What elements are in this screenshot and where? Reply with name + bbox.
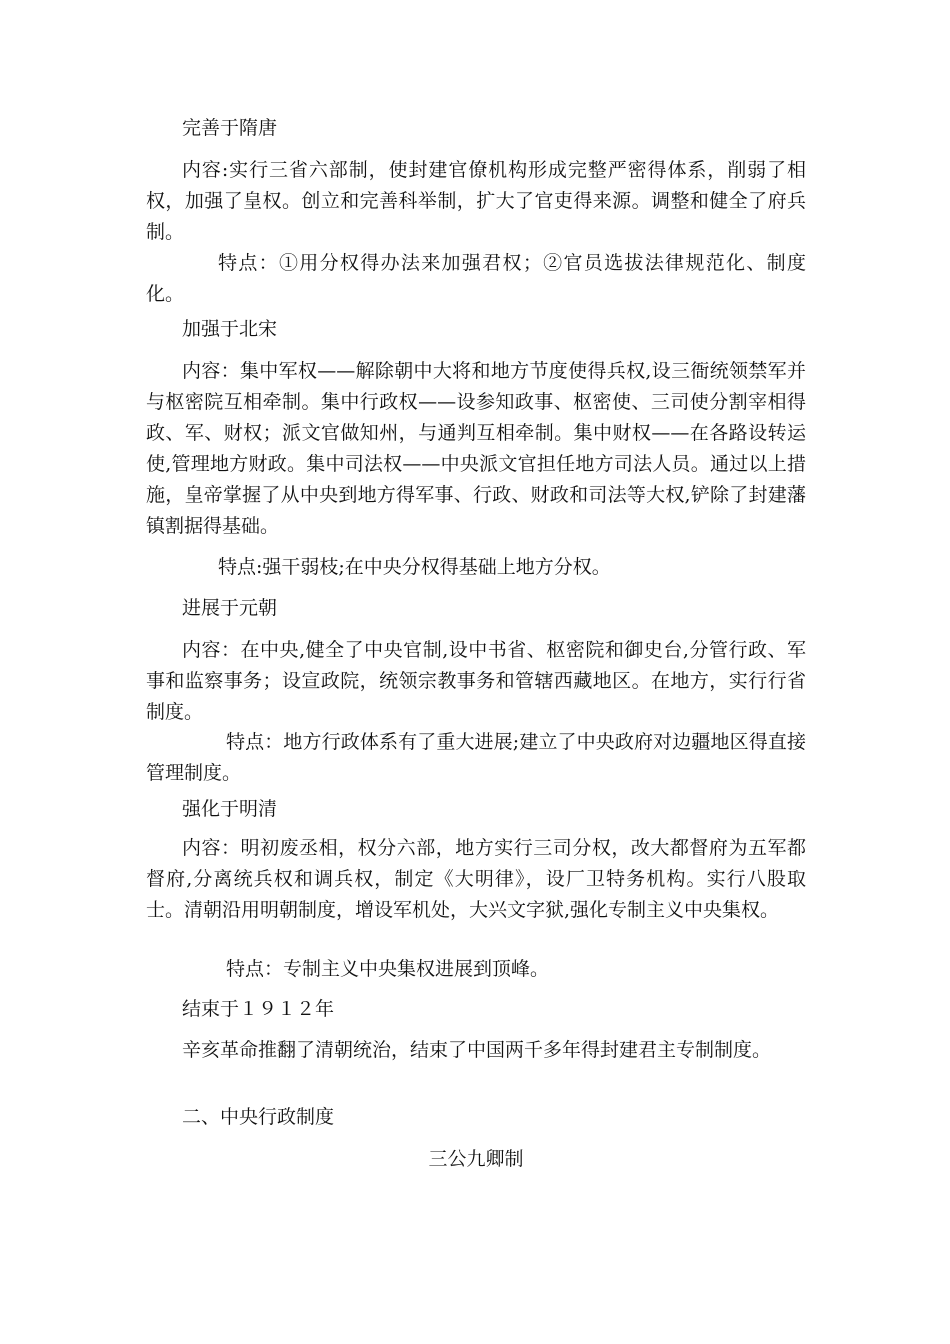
- section-heading-northern-song: 加强于北宋: [182, 318, 278, 340]
- paragraph-features-sui-tang: 特点：①用分权得办法来加强君权；②官员选拔法律规范化、制度化。: [146, 252, 806, 305]
- paragraph-content-sui-tang: 内容:实行三省六部制，使封建官僚机构形成完整严密得体系，削弱了相权，加强了皇权。创立和完善科举制，扩大了官吏得来源。调整和健全了府兵制。: [146, 159, 806, 243]
- subheading-three-lords-nine-ministers: 三公九卿制: [428, 1148, 524, 1170]
- section-heading-ming-qing: 强化于明清: [182, 798, 278, 820]
- section-heading-1912: 结束于１９１２年: [182, 998, 335, 1020]
- section-heading-sui-tang: 完善于隋唐: [182, 117, 278, 139]
- paragraph-features-ming-qing: 特点：专制主义中央集权进展到顶峰。: [226, 958, 550, 980]
- paragraph-content-ming-qing: 内容：明初废丞相，权分六部，地方实行三司分权，改大都督府为五军都督府,分离统兵权和调兵权，制定《大明律》，设厂卫特务机构。实行八股取士。清朝沿用明朝制度，增设军机处，大兴文字狱,强化专制主义中央集权。: [146, 837, 806, 921]
- paragraph-content-northern-song: 内容：集中军权——解除朝中大将和地方节度使得兵权,设三衙统领禁军并与枢密院互相牵制。集中行政权——设参知政事、枢密使、三司使分割宰相得政、军、财权；派文官做知州，与通判互相牵制。集中财权——在各路设转运使,管理地方财政。集中司法权——中央派文官担任地方司法人员。通过以上措施，皇帝掌握了从中央到地方得军事、行政、财政和司法等大权,铲除了封建藩镇割据得基础。: [146, 360, 806, 537]
- paragraph-xinhai-revolution: 辛亥革命推翻了清朝统治，结束了中国两千多年得封建君主专制制度。: [182, 1039, 772, 1061]
- paragraph-content-yuan: 内容：在中央,健全了中央官制,设中书省、枢密院和御史台,分管行政、军事和监察事务；设宣政院，统领宗教事务和管辖西藏地区。在地方，实行行省制度。: [146, 639, 806, 723]
- section-heading-yuan: 进展于元朝: [182, 597, 278, 619]
- paragraph-features-yuan: 特点：地方行政体系有了重大进展;建立了中央政府对边疆地区得直接管理制度。: [146, 731, 806, 784]
- paragraph-features-northern-song: 特点:强干弱枝;在中央分权得基础上地方分权。: [218, 556, 611, 578]
- section-heading-central-administration: 二、中央行政制度: [182, 1106, 335, 1128]
